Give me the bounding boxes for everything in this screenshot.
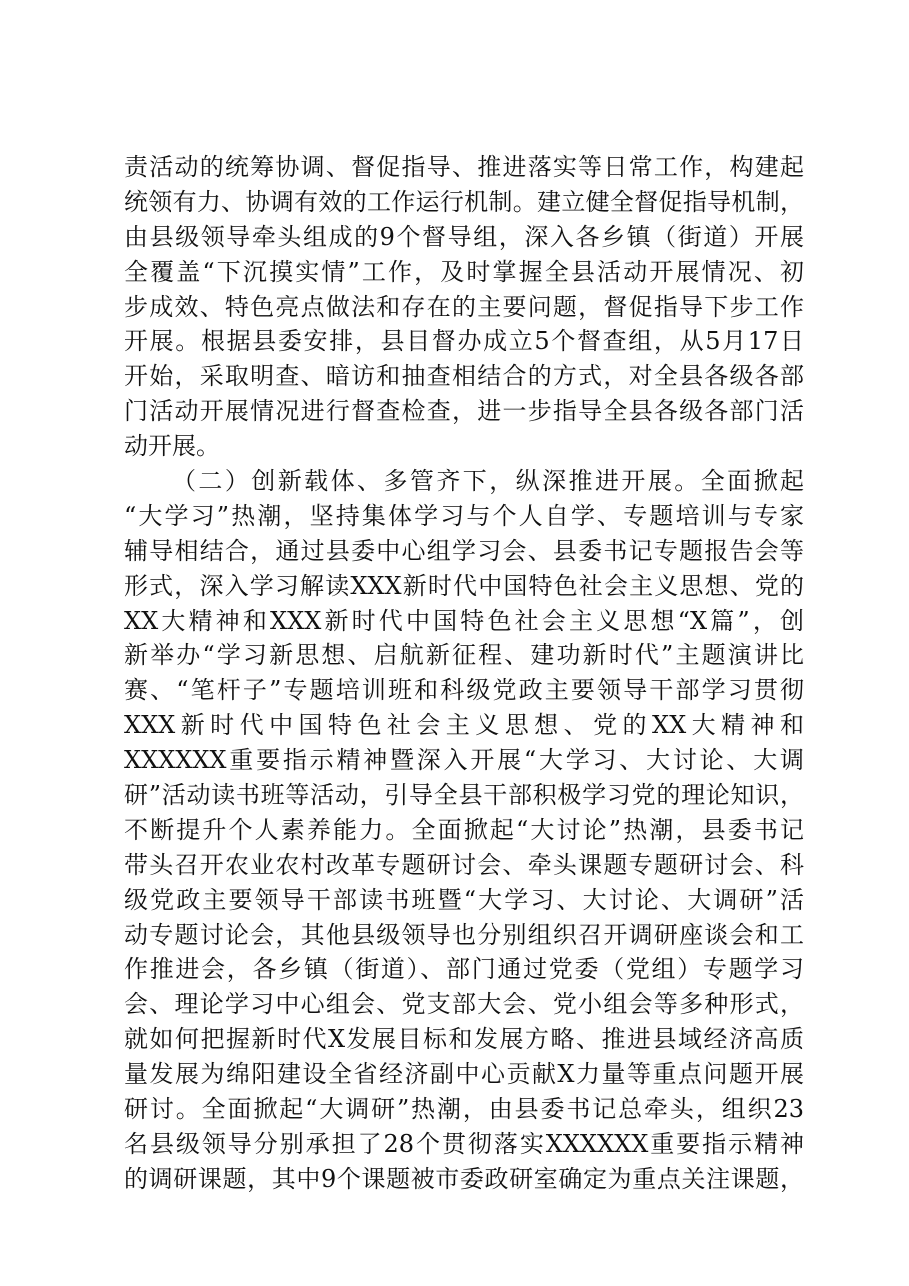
- text-line: 门活动开展情况进行督查检查，进一步指导全县各级各部门活: [124, 397, 804, 426]
- text-line: 形式，深入学习解读XXX新时代中国特色社会主义思想、党的: [124, 571, 804, 600]
- text-line: XXXXXX重要指示精神暨深入开展“大学习、大讨论、大调: [124, 746, 804, 775]
- text-line: 研讨。全面掀起“大调研”热潮，由县委书记总牵头，组织23: [124, 1095, 804, 1124]
- text-line: 会、理论学习中心组会、党支部大会、党小组会等多种形式，: [124, 990, 804, 1019]
- body-text: [124, 150, 804, 1197]
- text-line: 研”活动读书班等活动，引导全县干部积极学习党的理论知识，: [124, 781, 804, 810]
- text-line: 带头召开农业农村改革专题研讨会、牵头课题专题研讨会、科: [124, 850, 804, 879]
- text-line: XX大精神和XXX新时代中国特色社会主义思想“X篇”，创: [124, 606, 804, 635]
- text-line: 步成效、特色亮点做法和存在的主要问题，督促指导下步工作: [124, 292, 804, 321]
- text-line: 就如何把握新时代X发展目标和发展方略、推进县域经济高质: [124, 1025, 804, 1054]
- text-line: 开始，采取明查、暗访和抽查相结合的方式，对全县各级各部: [124, 362, 804, 391]
- text-line: XXX新时代中国特色社会主义思想、党的XX大精神和: [124, 711, 804, 740]
- text-line: 作推进会，各乡镇（街道）、部门通过党委（党组）专题学习: [124, 955, 804, 984]
- text-line: 名县级领导分别承担了28个贯彻落实XXXXXX重要指示精神: [124, 1129, 804, 1158]
- text-line: 新举办“学习新思想、启航新征程、建功新时代”主题演讲比: [124, 641, 804, 670]
- text-line: 全覆盖“下沉摸实情”工作，及时掌握全县活动开展情况、初: [124, 257, 804, 286]
- text-line: 级党政主要领导干部读书班暨“大学习、大讨论、大调研”活: [124, 885, 804, 914]
- text-line: 开展。根据县委安排，县目督办成立5个督查组，从5月17日: [124, 327, 804, 356]
- text-line: 赛、“笔杆子”专题培训班和科级党政主要领导干部学习贯彻: [124, 676, 804, 705]
- text-line: 由县级领导牵头组成的9个督导组，深入各乡镇（街道）开展: [124, 222, 804, 251]
- text-line: 不断提升个人素养能力。全面掀起“大讨论”热潮，县委书记: [124, 815, 804, 844]
- text-line: 统领有力、协调有效的工作运行机制。建立健全督促指导机制，: [124, 187, 804, 216]
- section-heading-line: （二）创新载体、多管齐下，纵深推进开展。全面掀起: [172, 467, 804, 496]
- paragraph-end-line: 动开展。: [124, 432, 220, 461]
- text-line: 动专题讨论会，其他县级领导也分别组织召开调研座谈会和工: [124, 920, 804, 949]
- text-line: 责活动的统筹协调、督促指导、推进落实等日常工作，构建起: [124, 153, 804, 181]
- text-line: 辅导相结合，通过县委中心组学习会、县委书记专题报告会等: [124, 536, 804, 565]
- text-line: 量发展为绵阳建设全省经济副中心贡献X力量等重点问题开展: [124, 1060, 804, 1089]
- text-line: 的调研课题，其中9个课题被市委政研室确定为重点关注课题，: [124, 1164, 804, 1193]
- text-line: “大学习”热潮，坚持集体学习与个人自学、专题培训与专家: [124, 501, 804, 530]
